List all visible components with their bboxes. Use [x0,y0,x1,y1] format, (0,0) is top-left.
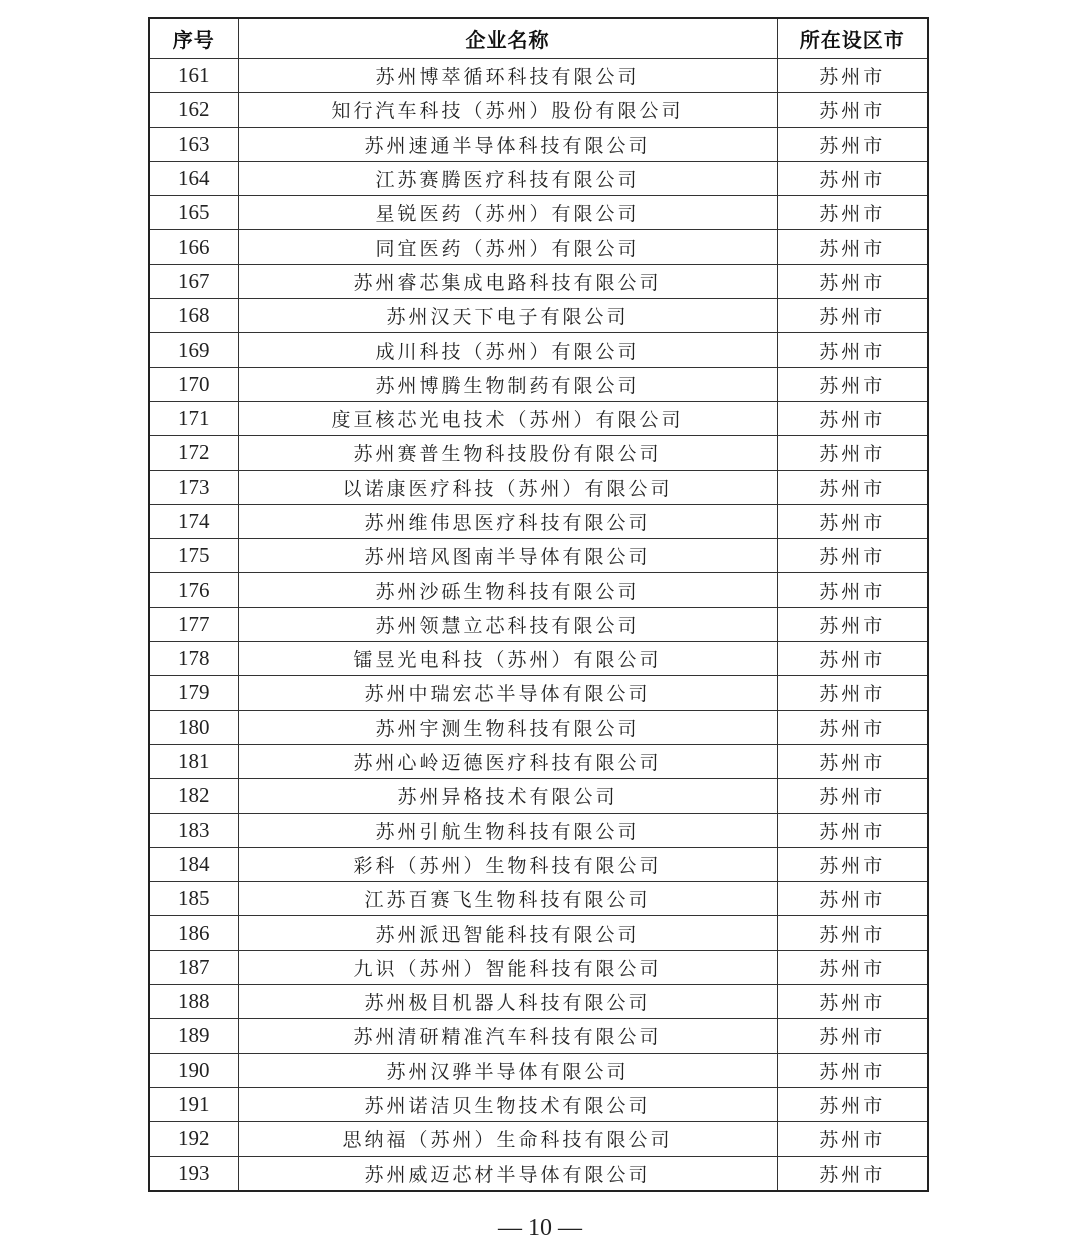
table-row [149,813,928,847]
serial-number-cell: 178 [149,642,238,676]
table-row [149,985,928,1019]
table-row [149,161,928,195]
city-cell: 苏州市 [777,264,928,298]
header-enterprise-name: 企业名称 [238,18,777,59]
table-row [149,744,928,778]
table-row [149,59,928,93]
serial-number-cell: 176 [149,573,238,607]
enterprise-name-cell: 苏州速通半导体科技有限公司 [238,127,777,161]
enterprise-name-cell: 江苏赛腾医疗科技有限公司 [238,161,777,195]
page-number: — 10 — [498,1215,582,1241]
table-row [149,847,928,881]
table-row [149,539,928,573]
city-cell: 苏州市 [777,367,928,401]
city-cell: 苏州市 [777,744,928,778]
serial-number-cell: 174 [149,504,238,538]
city-cell: 苏州市 [777,401,928,435]
table-row [149,230,928,264]
city-cell: 苏州市 [777,504,928,538]
table-row [149,196,928,230]
table-row [149,401,928,435]
city-cell: 苏州市 [777,882,928,916]
enterprise-name-cell: 苏州领慧立芯科技有限公司 [238,607,777,641]
header-serial-number: 序号 [149,18,238,59]
city-cell: 苏州市 [777,59,928,93]
table-row [149,916,928,950]
table-row [149,1156,928,1191]
serial-number-cell: 185 [149,882,238,916]
serial-number-cell: 170 [149,367,238,401]
serial-number-cell: 191 [149,1087,238,1121]
serial-number-cell: 186 [149,916,238,950]
table-row [149,710,928,744]
serial-number-cell: 162 [149,93,238,127]
table-row [149,504,928,538]
enterprise-name-cell: 苏州诺洁贝生物技术有限公司 [238,1087,777,1121]
enterprise-name-cell: 苏州清研精准汽车科技有限公司 [238,1019,777,1053]
enterprise-name-cell: 度亘核芯光电技术（苏州）有限公司 [238,401,777,435]
enterprise-name-cell: 苏州沙砾生物科技有限公司 [238,573,777,607]
serial-number-cell: 164 [149,161,238,195]
table-row [149,264,928,298]
table-row [149,607,928,641]
table-row [149,436,928,470]
table-row [149,470,928,504]
enterprise-name-cell: 苏州引航生物科技有限公司 [238,813,777,847]
city-cell: 苏州市 [777,779,928,813]
table-row [149,779,928,813]
table-row [149,573,928,607]
serial-number-cell: 187 [149,950,238,984]
enterprise-name-cell: 苏州汉骅半导体有限公司 [238,1053,777,1087]
table-row [149,367,928,401]
enterprise-name-cell: 彩科（苏州）生物科技有限公司 [238,847,777,881]
city-cell: 苏州市 [777,847,928,881]
city-cell: 苏州市 [777,436,928,470]
city-cell: 苏州市 [777,161,928,195]
enterprise-table [148,17,929,1192]
table-row [149,1087,928,1121]
enterprise-name-cell: 苏州异格技术有限公司 [238,779,777,813]
city-cell: 苏州市 [777,539,928,573]
serial-number-cell: 192 [149,1122,238,1156]
city-cell: 苏州市 [777,333,928,367]
enterprise-name-cell: 同宜医药（苏州）有限公司 [238,230,777,264]
city-cell: 苏州市 [777,127,928,161]
city-cell: 苏州市 [777,642,928,676]
table-row [149,1122,928,1156]
table-row [149,676,928,710]
enterprise-name-cell: 知行汽车科技（苏州）股份有限公司 [238,93,777,127]
enterprise-name-cell: 苏州心岭迈德医疗科技有限公司 [238,744,777,778]
serial-number-cell: 177 [149,607,238,641]
city-cell: 苏州市 [777,1156,928,1191]
serial-number-cell: 169 [149,333,238,367]
enterprise-name-cell: 苏州派迅智能科技有限公司 [238,916,777,950]
table-body [149,59,928,1191]
serial-number-cell: 173 [149,470,238,504]
table-row [149,950,928,984]
enterprise-name-cell: 江苏百赛飞生物科技有限公司 [238,882,777,916]
city-cell: 苏州市 [777,916,928,950]
header-city: 所在设区市 [777,18,928,59]
serial-number-cell: 168 [149,299,238,333]
city-cell: 苏州市 [777,985,928,1019]
enterprise-name-cell: 苏州极目机器人科技有限公司 [238,985,777,1019]
enterprise-name-cell: 以诺康医疗科技（苏州）有限公司 [238,470,777,504]
table-row [149,299,928,333]
serial-number-cell: 165 [149,196,238,230]
table-row [149,882,928,916]
table-header-row [149,18,928,59]
city-cell: 苏州市 [777,676,928,710]
city-cell: 苏州市 [777,470,928,504]
enterprise-name-cell: 苏州博腾生物制药有限公司 [238,367,777,401]
serial-number-cell: 171 [149,401,238,435]
enterprise-name-cell: 苏州中瑞宏芯半导体有限公司 [238,676,777,710]
enterprise-name-cell: 苏州博萃循环科技有限公司 [238,59,777,93]
serial-number-cell: 190 [149,1053,238,1087]
enterprise-name-cell: 镭昱光电科技（苏州）有限公司 [238,642,777,676]
table-row [149,93,928,127]
serial-number-cell: 188 [149,985,238,1019]
table-row [149,1053,928,1087]
table-row [149,333,928,367]
city-cell: 苏州市 [777,230,928,264]
table-row [149,642,928,676]
serial-number-cell: 183 [149,813,238,847]
document-page [148,17,927,1192]
serial-number-cell: 193 [149,1156,238,1191]
serial-number-cell: 189 [149,1019,238,1053]
serial-number-cell: 184 [149,847,238,881]
city-cell: 苏州市 [777,1053,928,1087]
enterprise-name-cell: 思纳福（苏州）生命科技有限公司 [238,1122,777,1156]
serial-number-cell: 163 [149,127,238,161]
serial-number-cell: 167 [149,264,238,298]
serial-number-cell: 181 [149,744,238,778]
city-cell: 苏州市 [777,950,928,984]
city-cell: 苏州市 [777,607,928,641]
city-cell: 苏州市 [777,573,928,607]
enterprise-name-cell: 成川科技（苏州）有限公司 [238,333,777,367]
serial-number-cell: 166 [149,230,238,264]
enterprise-name-cell: 星锐医药（苏州）有限公司 [238,196,777,230]
enterprise-name-cell: 苏州睿芯集成电路科技有限公司 [238,264,777,298]
serial-number-cell: 182 [149,779,238,813]
enterprise-name-cell: 苏州赛普生物科技股份有限公司 [238,436,777,470]
serial-number-cell: 161 [149,59,238,93]
enterprise-name-cell: 苏州宇测生物科技有限公司 [238,710,777,744]
city-cell: 苏州市 [777,710,928,744]
serial-number-cell: 180 [149,710,238,744]
enterprise-name-cell: 九识（苏州）智能科技有限公司 [238,950,777,984]
enterprise-name-cell: 苏州汉天下电子有限公司 [238,299,777,333]
city-cell: 苏州市 [777,1122,928,1156]
serial-number-cell: 179 [149,676,238,710]
serial-number-cell: 172 [149,436,238,470]
enterprise-name-cell: 苏州威迈芯材半导体有限公司 [238,1156,777,1191]
city-cell: 苏州市 [777,1019,928,1053]
enterprise-name-cell: 苏州培风图南半导体有限公司 [238,539,777,573]
table-row [149,127,928,161]
city-cell: 苏州市 [777,1087,928,1121]
serial-number-cell: 175 [149,539,238,573]
city-cell: 苏州市 [777,813,928,847]
city-cell: 苏州市 [777,93,928,127]
enterprise-name-cell: 苏州维伟思医疗科技有限公司 [238,504,777,538]
city-cell: 苏州市 [777,196,928,230]
city-cell: 苏州市 [777,299,928,333]
table-row [149,1019,928,1053]
